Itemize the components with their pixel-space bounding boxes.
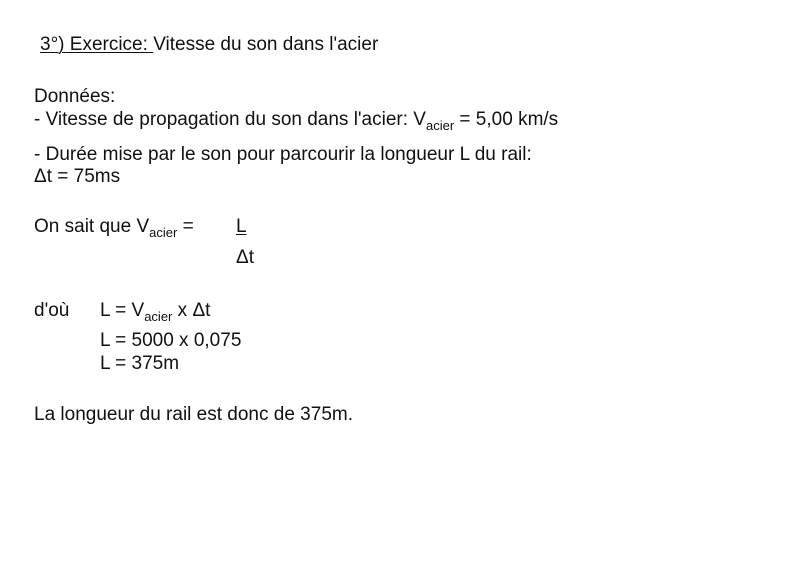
speed-given-subscript: acier [425,118,455,133]
speed-given-text: - Vitesse de propagation du son dans l'acier: V [34,109,426,130]
donnees-heading: Données: [34,86,116,107]
exercise-title-prefix: 3°) Exercice: [40,34,154,55]
equation-1-subscript: acier [144,309,173,324]
speed-given-line [34,109,558,131]
equation-line-2: L = 5000 x 0,075 [100,330,242,351]
conclusion-text: La longueur du rail est donc de 375m. [34,404,353,425]
formula-line [34,216,194,238]
dou-label: d'où [34,300,70,321]
exercise-title-text: Vitesse du son dans l'acier [153,34,379,55]
fraction-numerator: L [236,216,247,237]
duration-given-value: Δt = 75ms [34,166,121,187]
equation-1-text: L = V [100,300,145,321]
formula-equals: = [177,216,194,237]
equation-1-post: x Δt [172,300,211,321]
formula-text: On sait que V [34,216,150,237]
formula-subscript: acier [149,225,178,240]
equation-line-3: L = 375m [100,353,180,374]
exercise-title [40,34,378,56]
speed-given-value: = 5,00 km/s [454,109,559,130]
equation-line-1 [100,300,210,322]
fraction-denominator: Δt [236,247,254,268]
duration-given-line: - Durée mise par le son pour parcourir la longueur L du rail: [34,144,532,165]
